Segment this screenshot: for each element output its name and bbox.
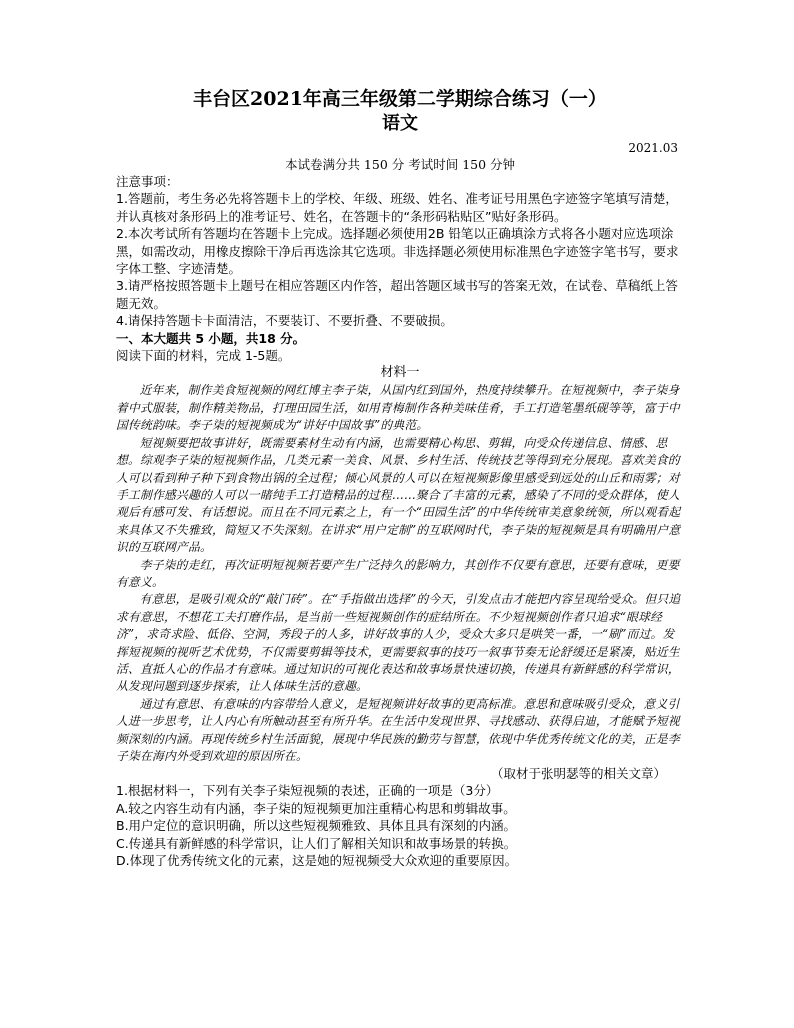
notes-heading: 注意事项： — [116, 174, 179, 189]
note-item: 4.请保持答题卡卡面清洁，不要装订、不要折叠、不要破损。 — [116, 313, 453, 329]
note-item: 2.本次考试所有答题均在答题卡上完成。选择题必须使用2B 铅笔以正确填涂方式将各小题对应选项涂黑，如需改动，用橡皮擦除干净后再选涂其它选项。非选择题必须使用标准黑色字迹签字笔书写，要求字体工整、字迹清楚。 — [116, 226, 679, 277]
question-one — [116, 782, 684, 869]
exam-page — [116, 86, 684, 869]
option-d: D.体现了优秀传统文化的元素，这是她的短视频受大众欢迎的重要原因。 — [116, 853, 518, 869]
question-stem: 1.根据材料一，下列有关李子柒短视频的表述，正确的一项是（3分） — [116, 783, 499, 799]
exam-title: 丰台区2021年高三年级第二学期综合练习（一） — [193, 88, 607, 110]
option-a: A.较之内容生动有内涵，李子柒的短视频更加注重精心构思和剪辑故事。 — [116, 800, 516, 816]
material-title: 材料一 — [380, 365, 420, 381]
material-paragraph: 李子柒的走红，再次证明短视频若要产生广泛持久的影响力，其创作不仅要有意思，还要有意味，更要有意义。 — [116, 557, 680, 589]
exam-meta: 本试卷满分共 150 分 考试时间 150 分钟 — [284, 157, 516, 172]
subject-title: 语文 — [382, 113, 418, 134]
note-item: 3.请严格按照答题卡上题号在相应答题区内作答，超出答题区域书写的答案无效，在试卷、草稿纸上答题无效。 — [116, 278, 678, 311]
material-paragraph: 有意思，是吸引观众的“敲门砖”。在“手指做出选择”的今天，引发点击才能把内容呈现给受众。但只追求有意思，不想花工夫打磨作品，是当前一些短视频创作的症结所在。不少短视频创作者只追求“眼球经济”，求奇求险、低俗、空洞，秀段子的人多，讲好故事的人少，受众大多只是哄笑一番，一“刷”而过。发挥短视频的视听艺术优势，不仅需要剪辑等技术，更需要叙事的技巧一叙事节奏无论舒缓还是紧凑，贴近生活、直抵人心的作品才有意味。通过知识的可视化表达和故事场景快速切换，传递具有新鲜感的科学常识，从发现问题到逐步探索，让人体味生活的意趣。 — [116, 592, 681, 694]
option-c: C.传递具有新鲜感的科学常识，让人们了解相关知识和故事场景的转换。 — [116, 835, 517, 851]
section-instruction: 阅读下面的材料，完成 1-5题。 — [116, 348, 291, 364]
material-source: （取材于张明瑟等的相关文章） — [490, 766, 666, 782]
material-one — [116, 364, 684, 782]
notes-section — [116, 173, 684, 330]
section-heading: 一、本大题共 5 小题，共18 分。 — [116, 330, 306, 346]
note-item: 1.答题前，考生务必先将答题卡上的学校、年级、班级、姓名、准考证号用黑色字迹签字笔填写清楚，并认真核对条形码上的准考证号、姓名，在答题卡的“条形码粘贴区”贴好条形码。 — [116, 191, 678, 224]
material-paragraph: 近年来，制作美食短视频的网红博主李子柒，从国内红到国外，热度持续攀升。在短视频中，李子柒身着中式服装，制作精美物品，打理田园生活，如用青梅制作各种美味佳肴，手工打造笔墨纸砚等等，富于中国传统韵味。李子柒的短视频成为“讲好中国故事”的典范。 — [116, 383, 680, 433]
option-b: B.用户定位的意识明确，所以这些短视频雅致、具体且具有深刻的内涵。 — [116, 818, 517, 834]
material-paragraph: 短视频要把故事讲好，既需要素材生动有内涵，也需要精心构思、剪辑，向受众传递信息、情感、思想。综观李子柒的短视频作品，几类元素一美食、风景、乡村生活、传统技艺等得到充分展现。喜欢美食的人可以看到种子种下到食物出锅的全过程；倾心风景的人可以在短视频影像里感受到远处的山丘和雨雾；对手工制作感兴趣的人可以一睹纯手工打造精品的过程……聚合了丰富的元素，感染了不同的受众群体，使人观后有感可发、有话想说。而且在不同元素之上，有一个“田园生活”的中华传统审美意象统领，所以观看起来具体又不失雅致，简短又不失深刻。在讲求“用户定制”的互联网时代，李子柒的短视频是具有明确用户意识的互联网产品。 — [116, 435, 681, 555]
material-paragraph: 通过有意思、有意味的内容带给人意义，是短视频讲好故事的更高标准。意思和意味吸引受众，意义引人进一步思考，让人内心有所触动甚至有所升华。在生活中发现世界、寻找感动、获得启迪，才能赋予短视频深刻的内涵。再现传统乡村生活面貌，展现中华民族的勤劳与智慧，依现中华优秀传统文化的美，正是李子柒在海内外受到欢迎的原因所在。 — [116, 696, 680, 763]
exam-date: 2021.03 — [628, 141, 678, 155]
